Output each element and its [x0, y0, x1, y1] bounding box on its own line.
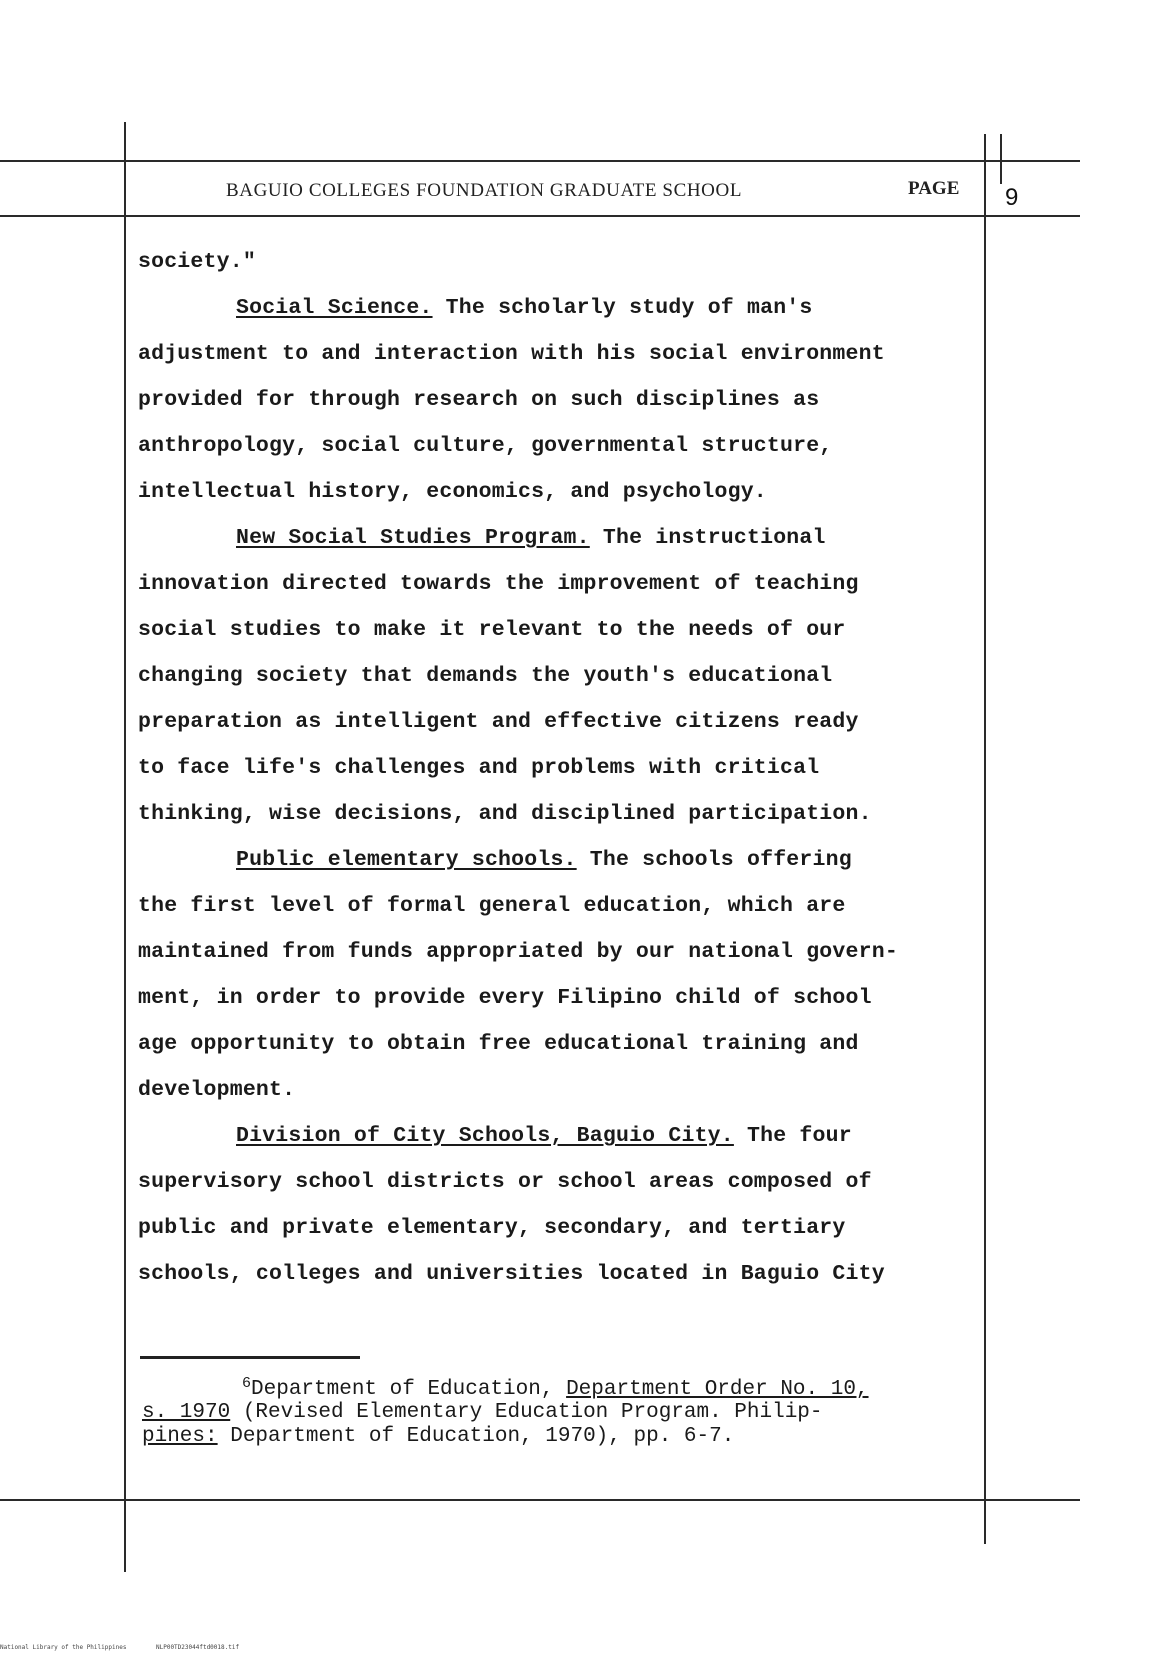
page-box-rule — [1000, 134, 1002, 184]
body-line: schools, colleges and universities located in Baguio City — [138, 1262, 885, 1286]
body-line: preparation as intelligent and effective citizens ready — [138, 710, 859, 734]
body-line: The schools offering — [589, 848, 852, 872]
definition-public-elementary — [236, 850, 852, 872]
body-line: provided for through research on such disciplines as — [138, 388, 820, 412]
body-line: social studies to make it relevant to the needs of our — [138, 618, 846, 642]
term-new-social-studies: New Social Studies Program. — [236, 526, 590, 550]
definition-division-city-schools — [236, 1126, 852, 1148]
body-line: age opportunity to obtain free educational training and — [138, 1032, 859, 1056]
body-line: ment, in order to provide every Filipino child of school — [138, 986, 872, 1010]
term-division-city-schools: Division of City Schools, Baguio City. — [236, 1124, 734, 1148]
body-line: to face life's challenges and problems with critical — [138, 756, 820, 780]
body-line: maintained from funds appropriated by our national govern- — [138, 940, 898, 964]
body-line: adjustment to and interaction with his social environment — [138, 342, 885, 366]
body-line: thinking, wise decisions, and disciplined participation. — [138, 802, 872, 826]
body-line: intellectual history, economics, and psychology. — [138, 480, 767, 504]
footnote-title: Department Order No. 10, — [566, 1378, 869, 1401]
footnote-line-3 — [142, 1426, 734, 1447]
body-line: supervisory school districts or school areas composed of — [138, 1170, 872, 1194]
image-filename: NLP00TD23044ftd0018.tif — [156, 1644, 240, 1651]
body-line: The instructional — [602, 526, 826, 550]
definition-social-science — [236, 298, 813, 320]
body-line: The four — [747, 1124, 852, 1148]
footnote-mark: 6 — [242, 1375, 252, 1392]
footnote-line-1 — [242, 1376, 869, 1400]
footnote-title: s. 1970 — [142, 1401, 231, 1424]
term-public-elementary: Public elementary schools. — [236, 848, 577, 872]
body-line: society." — [138, 250, 256, 274]
body-line: innovation directed towards the improvement of teaching — [138, 572, 859, 596]
body-line: development. — [138, 1078, 296, 1102]
page-bottom-rule — [0, 1499, 1080, 1501]
footnote-text: Department of Education, — [251, 1378, 567, 1401]
body-line: public and private elementary, secondary, and tertiary — [138, 1216, 846, 1240]
header-page-label: PAGE — [908, 178, 960, 199]
library-credit: National Library of the Philippines — [0, 1644, 127, 1651]
definition-new-social-studies — [236, 528, 826, 550]
footnote-text: (Revised Elementary Education Program. Philip- — [230, 1401, 823, 1424]
left-margin-rule — [124, 122, 126, 1572]
header-top-rule — [0, 160, 1080, 162]
footnote-place: pines: — [142, 1425, 218, 1448]
term-social-science: Social Science. — [236, 296, 433, 320]
header-bottom-rule — [0, 215, 1080, 217]
body-line: the first level of formal general education, which are — [138, 894, 846, 918]
page-number: 9 — [1005, 184, 1019, 211]
footnote-separator — [140, 1356, 360, 1359]
body-line: changing society that demands the youth's educational — [138, 664, 833, 688]
body-line: anthropology, social culture, governmental structure, — [138, 434, 833, 458]
footnote-line-2 — [142, 1402, 823, 1423]
header-title: BAGUIO COLLEGES FOUNDATION GRADUATE SCHOOL — [226, 180, 743, 201]
footnote-text: Department of Education, 1970), pp. 6-7. — [217, 1425, 735, 1448]
right-margin-rule — [984, 134, 986, 1544]
body-line: The scholarly study of man's — [445, 296, 813, 320]
